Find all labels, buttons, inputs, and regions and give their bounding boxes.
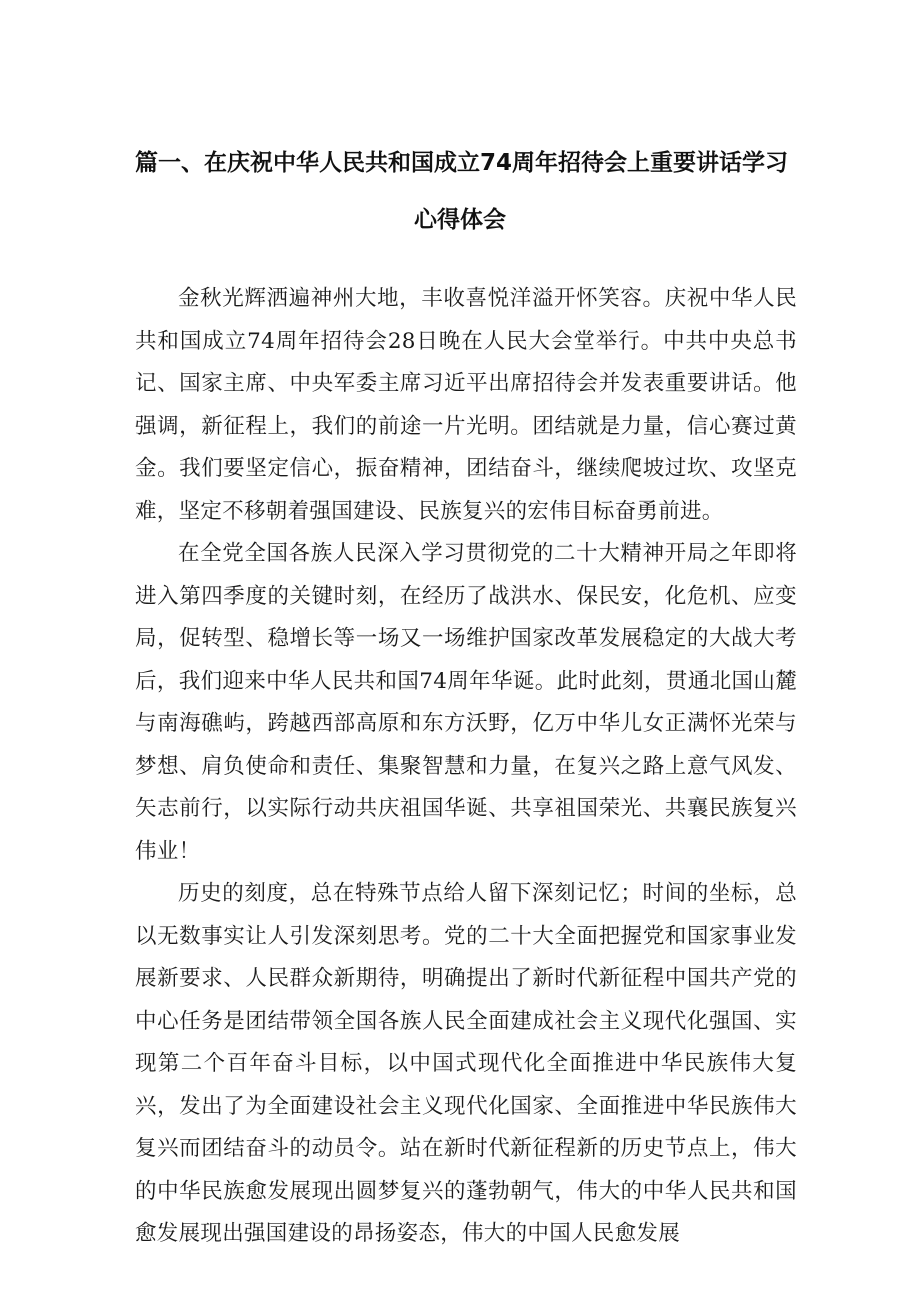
document-title-continued: 心得体会 bbox=[414, 207, 506, 233]
document-title: 篇一、在庆祝中华人民共和国成立74周年招待会上重要讲话学习 bbox=[135, 150, 789, 176]
body-paragraph-3: 历史的刻度，总在特殊节点给人留下深刻记忆；时间的坐标，总以无数事实让人引发深刻思考。党的二十大全面把握党和国家事业发展新要求、人民群众新期待，明确提出了新时代新征程中国共产党的中心任务是团结带领全国各族人民全面建成社会主义现代化强国、实现第二个百年奋斗目标，以中国式现代化全面推进中华民族伟大复兴，发出了为全面建设社会主义现代化国家、全面推进中华民族伟大复兴而团结奋斗的动员令。站在新时代新征程新的历史节点上，伟大的中华民族愈发展现出圆梦复兴的蓬勃朝气，伟大的中华人民共和国愈发展现出强国建设的昂扬姿态，伟大的中国人民愈发展 bbox=[135, 881, 797, 1246]
document-body bbox=[135, 278, 797, 1256]
body-paragraph-1: 金秋光辉洒遍神州大地，丰收喜悦洋溢开怀笑容。庆祝中华人民共和国成立74周年招待会28日晚在人民大会堂举行。中共中央总书记、国家主席、中央军委主席习近平出席招待会并发表重要讲话。他强调，新征程上，我们的前途一片光明。团结就是力量，信心赛过黄金。我们要坚定信心，振奋精神，团结奋斗，继续爬坡过坎、攻坚克难，坚定不移朝着强国建设、民族复兴的宏伟目标奋勇前进。 bbox=[135, 286, 797, 524]
body-paragraph-2: 在全党全国各族人民深入学习贯彻党的二十大精神开局之年即将进入第四季度的关键时刻，在经历了战洪水、保民安，化危机、应变局，促转型、稳增长等一场又一场维护国家改革发展稳定的大战大考后，我们迎来中华人民共和国74周年华诞。此时此刻，贯通北国山麓与南海礁屿，跨越西部高原和东方沃野，亿万中华儿女正满怀光荣与梦想、肩负使命和责任、集聚智慧和力量，在复兴之路上意气风发、矢志前行，以实际行动共庆祖国华诞、共享祖国荣光、共襄民族复兴伟业！ bbox=[135, 541, 797, 864]
